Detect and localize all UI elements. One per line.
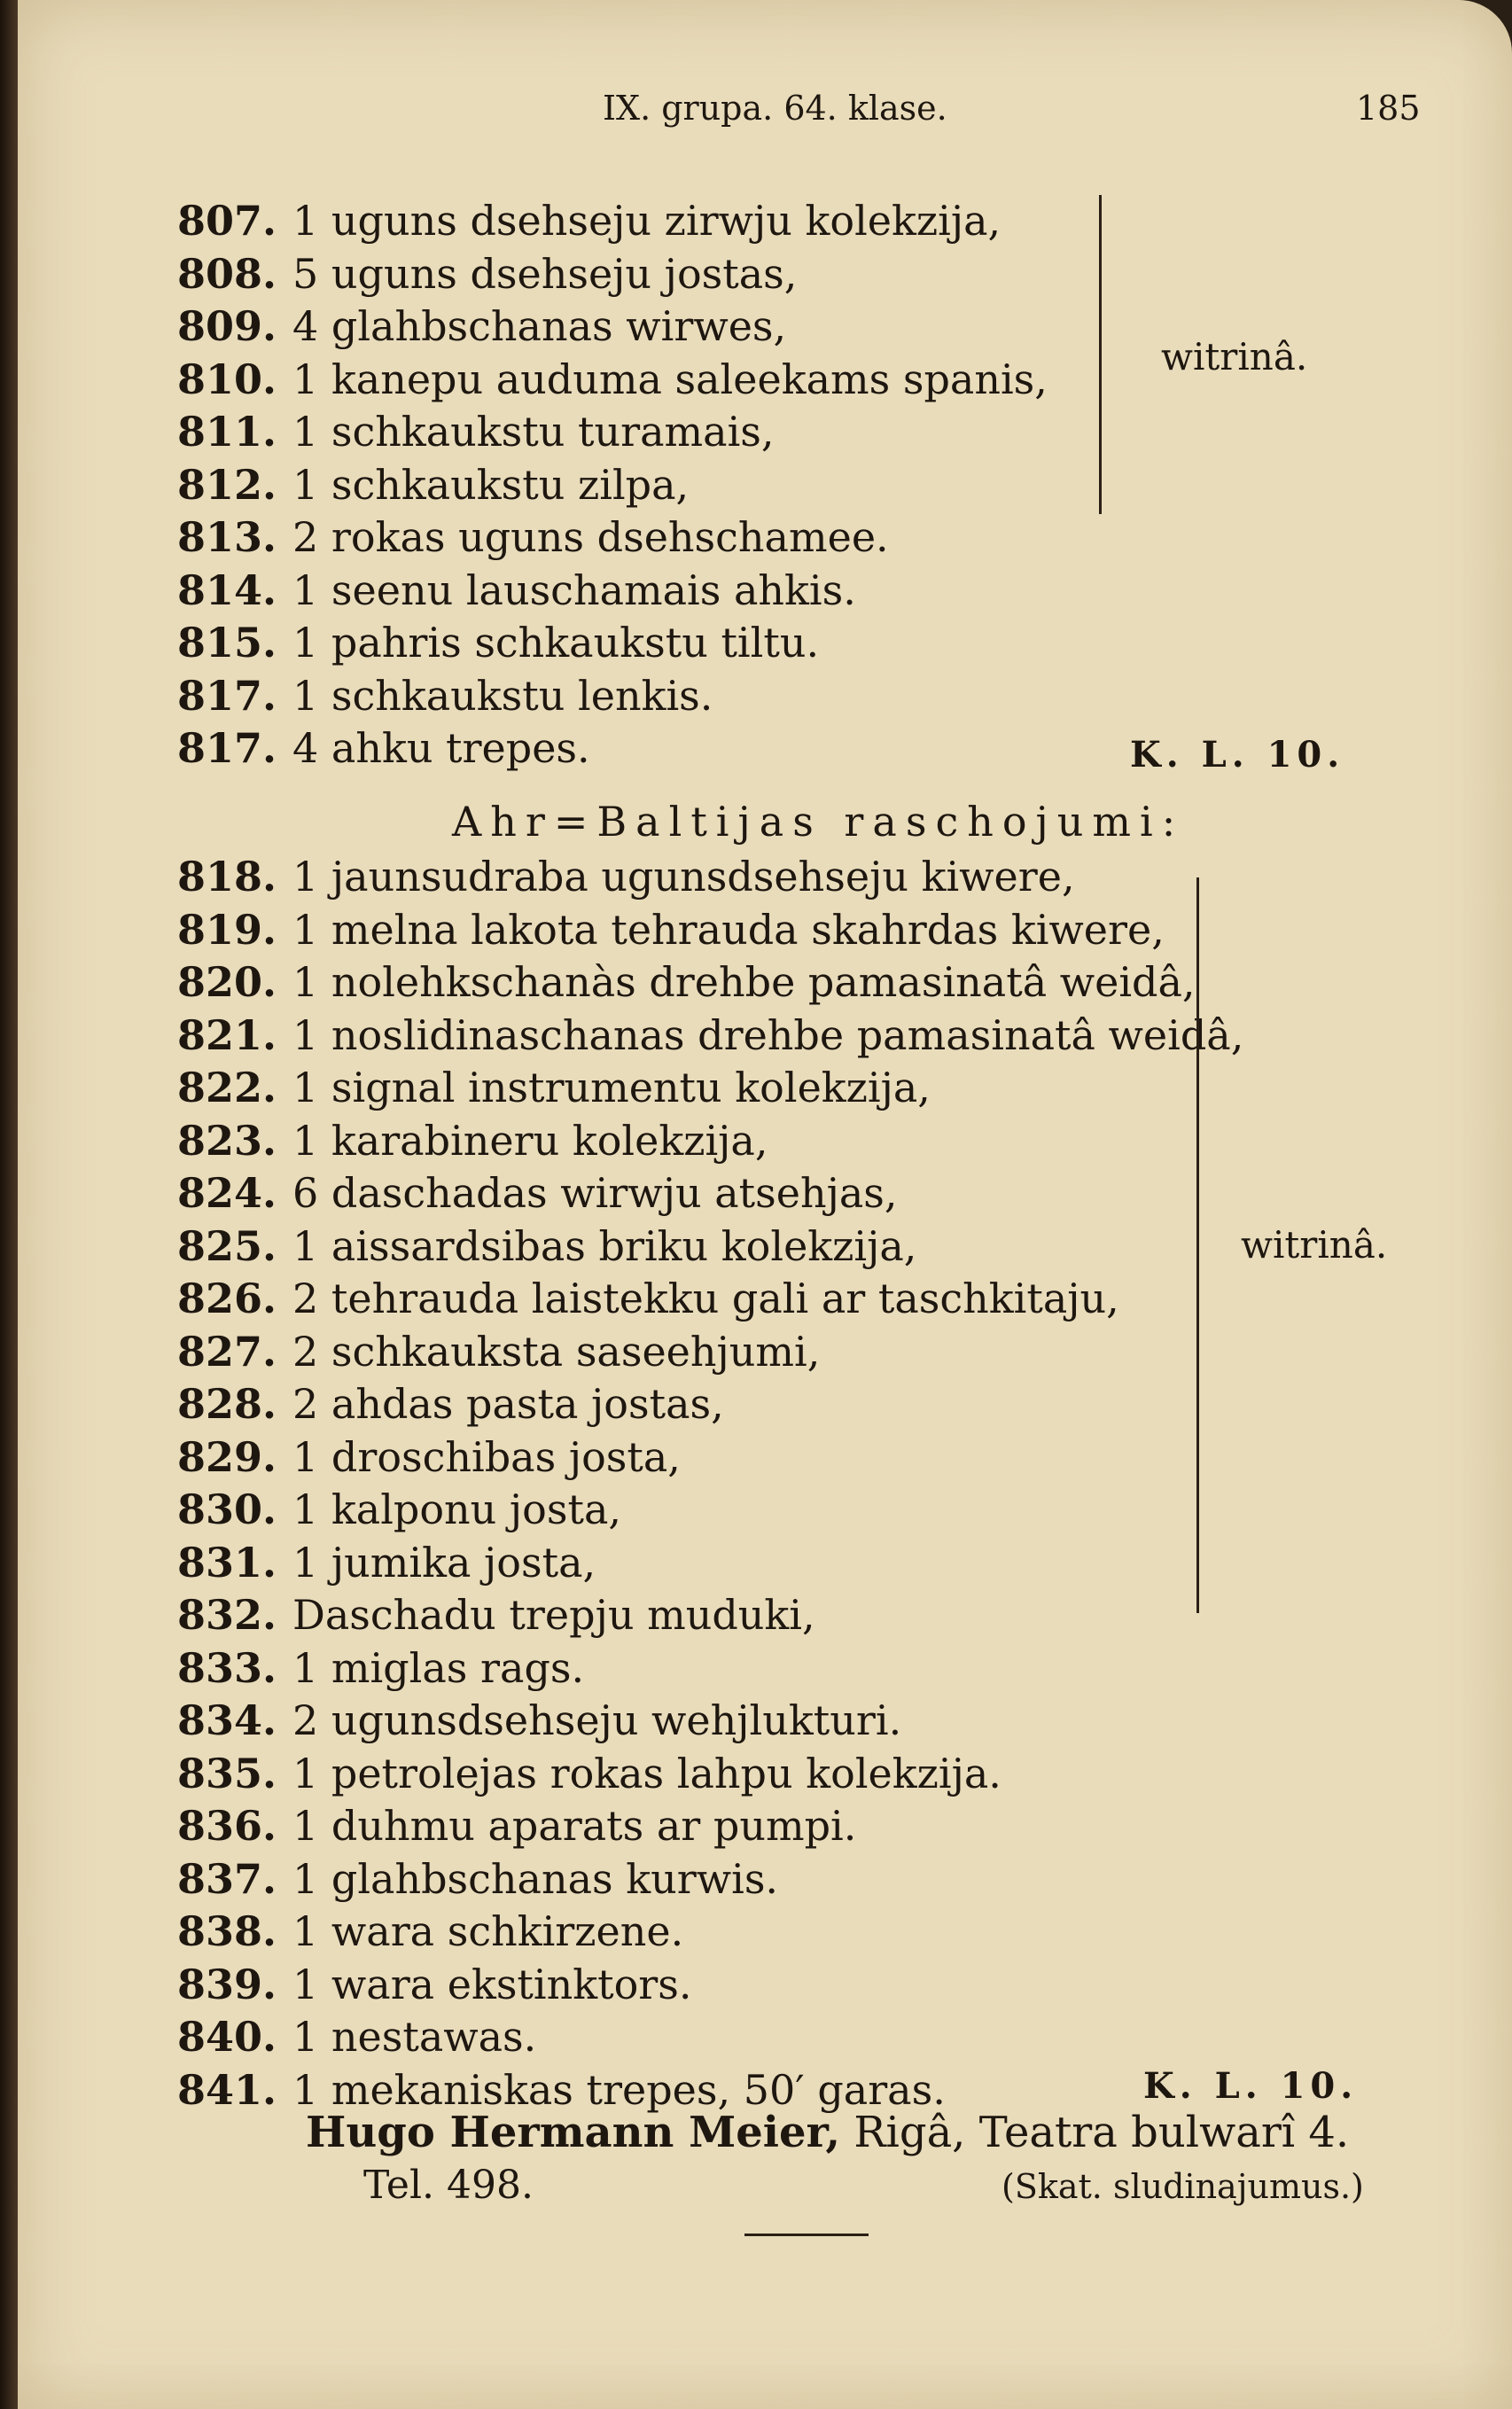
item-text: 1 kalponu josta, [292,1485,622,1533]
footer-tel: Tel. 498. [363,2163,534,2208]
item-text: 4 ahku trepes. [292,724,590,772]
list-item [177,1011,1243,1064]
item-number: 817. [177,724,277,772]
list-item [177,461,689,513]
list-item [177,566,856,619]
item-text: 1 droschibas josta, [292,1432,681,1481]
item-text: 1 signal instrumentu kolekzija, [292,1064,931,1111]
item-text: 1 seenu lauschamais ahkis. [292,565,856,614]
item-text: 1 uguns dsehseju zirwju kolekzija, [292,197,1002,245]
list-item [177,1169,898,1221]
item-number: 808. [177,249,277,298]
list-item [177,1802,856,1854]
item-number: 817. [177,671,277,720]
item-text: 1 kanepu auduma saleekams spanis, [292,355,1048,403]
item-text: 1 jaunsudraba ugunsdsehseju kiwere, [292,853,1075,900]
list-item [177,1275,1119,1327]
item-number: 839. [177,1960,277,2008]
item-number: 822. [177,1064,277,1111]
item-text: 1 aissardsibas briku kolekzija, [292,1221,917,1270]
footer-name: Hugo Hermann Meier, [306,2108,841,2157]
brace-label-section-1: witrinâ. [1161,335,1308,378]
item-text: 1 duhmu aparats ar pumpi. [292,1802,857,1850]
brace-section-2 [1196,877,1199,1613]
item-text: 1 mekaniskas trepes, 50′ garas. [292,2065,946,2114]
item-text: 1 pahris schkaukstu tiltu. [292,619,820,667]
item-text: 1 noslidinaschanas drehbe pamasinatâ weidâ, [292,1010,1244,1059]
item-number: 818. [177,853,277,900]
list-item [177,355,1048,408]
item-text: 1 nestawas. [292,2013,537,2061]
item-number: 826. [177,1275,277,1322]
item-number: 834. [177,1696,277,1744]
item-number: 828. [177,1380,277,1428]
brace-section-1 [1099,195,1102,514]
book-page [18,0,1512,2409]
list-item [177,1485,621,1538]
item-text: 1 melna lakota tehrauda skahrdas kiwere, [292,905,1165,954]
list-item [177,250,797,302]
item-text: 1 nolehkschanàs drehbe pamasinatâ weidâ, [292,958,1196,1006]
class-label-section-2: K. L. 10. [1143,2065,1359,2107]
item-number: 838. [177,1907,277,1955]
list-item [177,906,1165,958]
list-item [177,408,775,460]
list-item [177,1222,916,1275]
item-number: 832. [177,1591,277,1639]
class-label-section-1: K. L. 10. [1130,734,1345,776]
item-number: 811. [177,408,277,456]
list-item [177,1064,931,1116]
item-text: 1 wara schkirzene. [292,1907,684,1955]
list-item [177,1117,768,1169]
item-number: 825. [177,1221,277,1270]
list-item [177,958,1196,1010]
item-text: 6 daschadas wirwju atsehjas, [292,1169,898,1217]
item-number: 823. [177,1116,277,1165]
item-text: 2 ahdas pasta jostas, [292,1380,724,1428]
list-item [177,1961,692,2013]
list-item [177,1696,901,1749]
list-item [177,724,590,776]
item-number: 807. [177,197,277,245]
item-number: 812. [177,460,277,509]
list-item [177,513,889,565]
list-item [177,2013,536,2065]
item-number: 824. [177,1169,277,1217]
item-text: 1 schkaukstu lenkis. [292,671,713,720]
list-item [177,1328,820,1380]
item-number: 820. [177,958,277,1006]
item-number: 814. [177,565,277,614]
item-text: 2 ugunsdsehseju wehjlukturi. [292,1696,902,1744]
footer-address: Rigâ, Teatra bulwarî 4. [853,2108,1350,2157]
subheading: Ahr=Baltijas raschojumi: [452,798,1185,846]
item-number: 827. [177,1327,277,1376]
item-number: 833. [177,1643,277,1692]
item-number: 829. [177,1432,277,1481]
item-text: 1 schkaukstu zilpa, [292,460,690,509]
item-number: 815. [177,619,277,667]
list-item [177,1433,681,1485]
item-text: 1 schkaukstu turamais, [292,408,775,456]
item-number: 837. [177,1854,277,1903]
list-item [177,302,786,355]
item-text: 5 uguns dsehseju jostas, [292,249,798,298]
item-number: 813. [177,513,277,561]
list-item [177,1591,815,1643]
footer-note: (Skat. sludinajumus.) [1002,2167,1364,2206]
list-item [177,1380,724,1432]
list-item [177,853,1075,905]
item-number: 821. [177,1010,277,1059]
list-item [177,672,713,724]
item-number: 841. [177,2065,277,2114]
item-number: 830. [177,1485,277,1533]
item-number: 819. [177,905,277,954]
item-text: 1 jumika josta, [292,1538,596,1587]
footer-name-line [306,2108,1349,2157]
item-number: 810. [177,355,277,403]
list-item [177,197,1001,249]
item-text: 1 miglas rags. [292,1643,585,1692]
item-number: 809. [177,302,277,350]
list-item [177,1539,596,1591]
page-number: 185 [1356,89,1421,128]
item-number: 840. [177,2013,277,2061]
list-item [177,619,819,671]
list-item [177,1750,1002,1802]
brace-label-section-2: witrinâ. [1241,1223,1388,1267]
item-text: 2 tehrauda laistekku gali ar taschkitaju, [292,1275,1119,1322]
book-binding [0,0,18,2409]
item-text: 2 rokas uguns dsehschamee. [292,513,889,561]
page-header-group: IX. grupa. 64. klase. [603,89,947,128]
item-text: 1 petrolejas rokas lahpu kolekzija. [292,1749,1002,1797]
item-number: 831. [177,1538,277,1587]
footer-rule [744,2234,869,2236]
item-text: 1 glahbschanas kurwis. [292,1854,779,1903]
item-number: 836. [177,1802,277,1850]
item-text: Daschadu trepju muduki, [292,1591,815,1639]
item-text: 1 karabineru kolekzija, [292,1116,768,1165]
item-text: 4 glahbschanas wirwes, [292,302,787,350]
item-text: 1 wara ekstinktors. [292,1960,692,2008]
list-item [177,1644,584,1696]
list-item [177,1855,778,1907]
item-text: 2 schkauksta saseehjumi, [292,1327,821,1376]
list-item [177,1907,683,1960]
item-number: 835. [177,1749,277,1797]
